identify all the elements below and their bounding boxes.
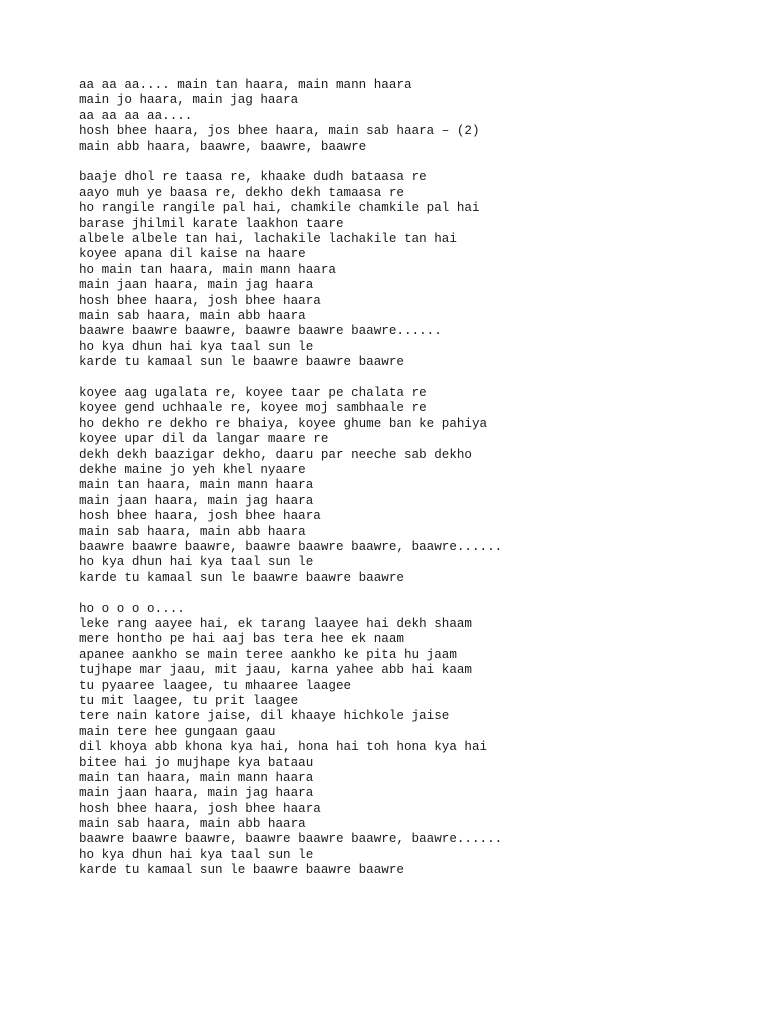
lyric-line: main abb haara, baawre, baawre, baawre: [79, 139, 367, 154]
lyric-line: albele albele tan hai, lachakile lachakile tan hai: [79, 232, 457, 247]
lyric-line: main tan haara, main mann haara: [79, 478, 314, 493]
lyric-line: mere hontho pe hai aaj bas tera hee ek naam: [79, 632, 404, 647]
lyric-line: apanee aankho se main teree aankho ke pita hu jaam: [79, 647, 457, 662]
lyric-line: ho main tan haara, main mann haara: [79, 262, 336, 277]
lyric-line: barase jhilmil karate laakhon taare: [79, 216, 344, 231]
lyric-line: koyee apana dil kaise na haare: [79, 247, 306, 262]
lyric-line: koyee gend uchhaale re, koyee moj sambhaale re: [79, 401, 427, 416]
lyric-line: tu pyaaree laagee, tu mhaaree laagee: [79, 678, 352, 693]
lyrics-body: [79, 78, 749, 894]
lyric-line: dekhe maine jo yeh khel nyaare: [79, 462, 306, 477]
lyric-line: baawre baawre baawre, baawre baawre baawre......: [79, 324, 442, 339]
lyric-line: main jaan haara, main jag haara: [79, 786, 314, 801]
lyric-line: hosh bhee haara, josh bhee haara: [79, 293, 321, 308]
lyric-line: tu mit laagee, tu prit laagee: [79, 693, 299, 708]
lyric-line: baawre baawre baawre, baawre baawre baawre, baawre......: [79, 832, 503, 847]
stanza: [79, 602, 749, 879]
lyric-line: tujhape mar jaau, mit jaau, karna yahee abb hai kaam: [79, 663, 472, 678]
lyric-line: main jo haara, main jag haara: [79, 93, 299, 108]
stanza: [79, 78, 749, 155]
lyric-line: main sab haara, main abb haara: [79, 817, 306, 832]
lyric-line: koyee upar dil da langar maare re: [79, 432, 329, 447]
lyric-line: karde tu kamaal sun le baawre baawre baawre: [79, 570, 404, 585]
lyric-line: main sab haara, main abb haara: [79, 308, 306, 323]
lyric-line: baawre baawre baawre, baawre baawre baawre, baawre......: [79, 539, 503, 554]
lyric-line: hosh bhee haara, jos bhee haara, main sab haara – (2): [79, 124, 480, 139]
lyric-line: bitee hai jo mujhape kya bataau: [79, 755, 314, 770]
lyric-line: dil khoya abb khona kya hai, hona hai toh hona kya hai: [79, 740, 488, 755]
lyric-line: main jaan haara, main jag haara: [79, 278, 314, 293]
lyric-line: tere nain katore jaise, dil khaaye hichkole jaise: [79, 709, 450, 724]
lyric-line: main sab haara, main abb haara: [79, 524, 306, 539]
lyric-line: main jaan haara, main jag haara: [79, 493, 314, 508]
lyric-line: koyee aag ugalata re, koyee taar pe chalata re: [79, 386, 427, 401]
lyric-line: main tan haara, main mann haara: [79, 770, 314, 785]
lyric-line: ho kya dhun hai kya taal sun le: [79, 847, 314, 862]
lyric-line: main tere hee gungaan gaau: [79, 724, 276, 739]
lyric-line: hosh bhee haara, josh bhee haara: [79, 801, 321, 816]
lyric-line: aayo muh ye baasa re, dekho dekh tamaasa re: [79, 185, 404, 200]
lyric-line: aa aa aa aa....: [79, 108, 193, 123]
stanza: [79, 386, 749, 586]
lyric-line: leke rang aayee hai, ek tarang laayee hai dekh shaam: [79, 617, 472, 631]
lyric-line: hosh bhee haara, josh bhee haara: [79, 509, 321, 524]
lyric-line: baaje dhol re taasa re, khaake dudh bataasa re: [79, 170, 427, 185]
lyric-line: ho rangile rangile pal hai, chamkile chamkile pal hai: [79, 201, 480, 216]
lyric-line: ho o o o o....: [79, 601, 185, 616]
lyric-line: ho dekho re dekho re bhaiya, koyee ghume ban ke pahiya: [79, 416, 488, 431]
lyric-line: ho kya dhun hai kya taal sun le: [79, 339, 314, 354]
lyric-line: karde tu kamaal sun le baawre baawre baawre: [79, 355, 404, 370]
lyric-line: karde tu kamaal sun le baawre baawre baawre: [79, 863, 404, 878]
lyric-line: aa aa aa.... main tan haara, main mann haara: [79, 78, 412, 92]
lyric-line: dekh dekh baazigar dekho, daaru par neeche sab dekho: [79, 447, 472, 462]
stanza: [79, 170, 749, 370]
lyric-line: ho kya dhun hai kya taal sun le: [79, 555, 314, 570]
